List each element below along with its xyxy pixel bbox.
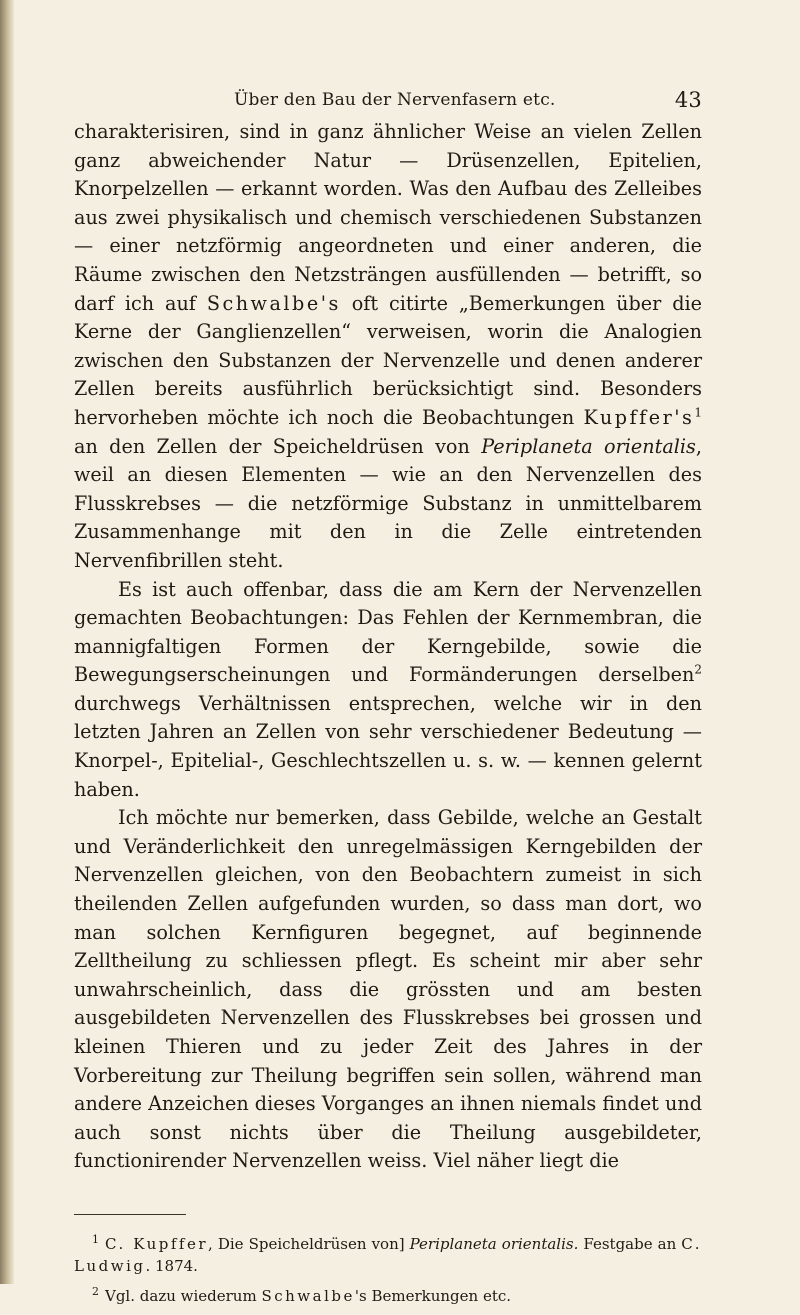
- text-run: Ich möchte nur bemerken, dass Gebilde, welche an Gestalt und Veränderlichkeit den unregelmässigen Kerngebilden der Nervenzellen gleichen, von den Beobachtern zumeist in sich theilenden Zellen aufgefunden wurden, so dass man dort, wo man solchen Kernfiguren begegnet, auf beginnende Zelltheilung zu schliessen pflegt. Es scheint mir aber sehr unwahrscheinlich, dass die grössten und am besten ausgebildeten Nervenzellen des Flusskrebses bei grossen und kleinen Thieren und zu jeder Zeit des Jahres in der Vorbereitung zur Theilung begriffen sein sollen, während man andere Anzeichen dieses Vorganges an ihnen niemals findet und auch sonst nichts über die Theilung ausgebildeter, functionirender Nervenzellen weiss. Viel näher liegt die: [74, 806, 702, 1173]
- binding-edge: [0, 0, 14, 1284]
- text-run: 's Bemerkungen etc.: [354, 1286, 512, 1305]
- footnote-rule: [74, 1214, 186, 1215]
- text-run: durchwegs Verhältnissen entsprechen, welche wir in den letzten Jahren an Zellen von sehr verschiedener Bedeutung — Knorpel-, Epitelial-, Geschlechtszellen u. s. w. — kennen gelernt haben.: [74, 691, 702, 801]
- footnote: [74, 1285, 702, 1307]
- text-run: Vgl. dazu wiederum: [105, 1286, 262, 1305]
- text-run: Festgabe an: [578, 1234, 682, 1253]
- page-number: 43: [674, 88, 702, 112]
- footnote-mark: 2: [92, 1284, 99, 1298]
- text-run: an den Zellen der Speicheldrüsen von: [74, 434, 482, 458]
- text-run: . 1874.: [145, 1256, 198, 1275]
- footnote-mark: 1: [92, 1232, 99, 1246]
- author-name: Schwalbe's: [206, 291, 341, 315]
- author-name: Kupffer's: [583, 405, 695, 429]
- author-name: Schwalbe: [261, 1286, 355, 1305]
- text-run: , Die Speicheldrüsen von]: [208, 1234, 410, 1253]
- author-name: C. Kupffer: [105, 1234, 209, 1253]
- footnote-reference: 2: [694, 662, 702, 677]
- running-head: [74, 88, 702, 118]
- text-run: Es ist auch offenbar, dass die am Kern der Nervenzellen gemachten Beobachtungen: Das Fehlen der Kernmembran, die mannigfaltigen Formen der Kerngebilde, sowie die Bewegungserscheinungen und Formänderungen derselben: [74, 577, 702, 687]
- italic-term: Periplaneta orientalis.: [409, 1234, 579, 1253]
- text-run: charakterisiren, sind in ganz ähnlicher Weise an vielen Zellen ganz abweichender Natur — Drüsenzellen, Epitelien, Knorpelzellen — erkannt worden. Was den Aufbau des Zelleibes aus zwei physikalisch und chemisch verschiedenen Substanzen — einer netzförmig angeordneten und einer anderen, die Räume zwischen den Netzsträngen ausfüllenden — betrifft, so darf ich auf: [74, 120, 702, 315]
- paragraph: [74, 804, 702, 1176]
- body-text: [74, 118, 702, 1176]
- text-run: , weil an diesen Elementen — wie an den Nervenzellen des Flusskrebses — die netzförmige Substanz in unmittelbarem Zusammenhange mit den in die Zelle eintretenden Nervenfibrillen steht.: [74, 434, 702, 572]
- author-name: C. Ludwig: [74, 1234, 703, 1275]
- footnotes: [74, 1233, 702, 1307]
- italic-term: Periplaneta orientalis: [481, 434, 696, 458]
- text-run: oft citirte „Bemerkungen über die Kerne der Ganglienzellen“ verweisen, worin die Analogien zwischen den Substanzen der Nervenzelle und denen anderer Zellen bereits ausführlich berücksichtigt sind. Besonders hervorheben möchte ich noch die Beobachtungen: [74, 291, 702, 429]
- paragraph: [74, 576, 702, 805]
- book-page: [74, 88, 702, 1315]
- footnote-reference: 1: [694, 405, 702, 420]
- running-title: Über den Bau der Nervenfasern etc.: [234, 90, 556, 110]
- footnote: [74, 1233, 702, 1277]
- paragraph: [74, 118, 702, 576]
